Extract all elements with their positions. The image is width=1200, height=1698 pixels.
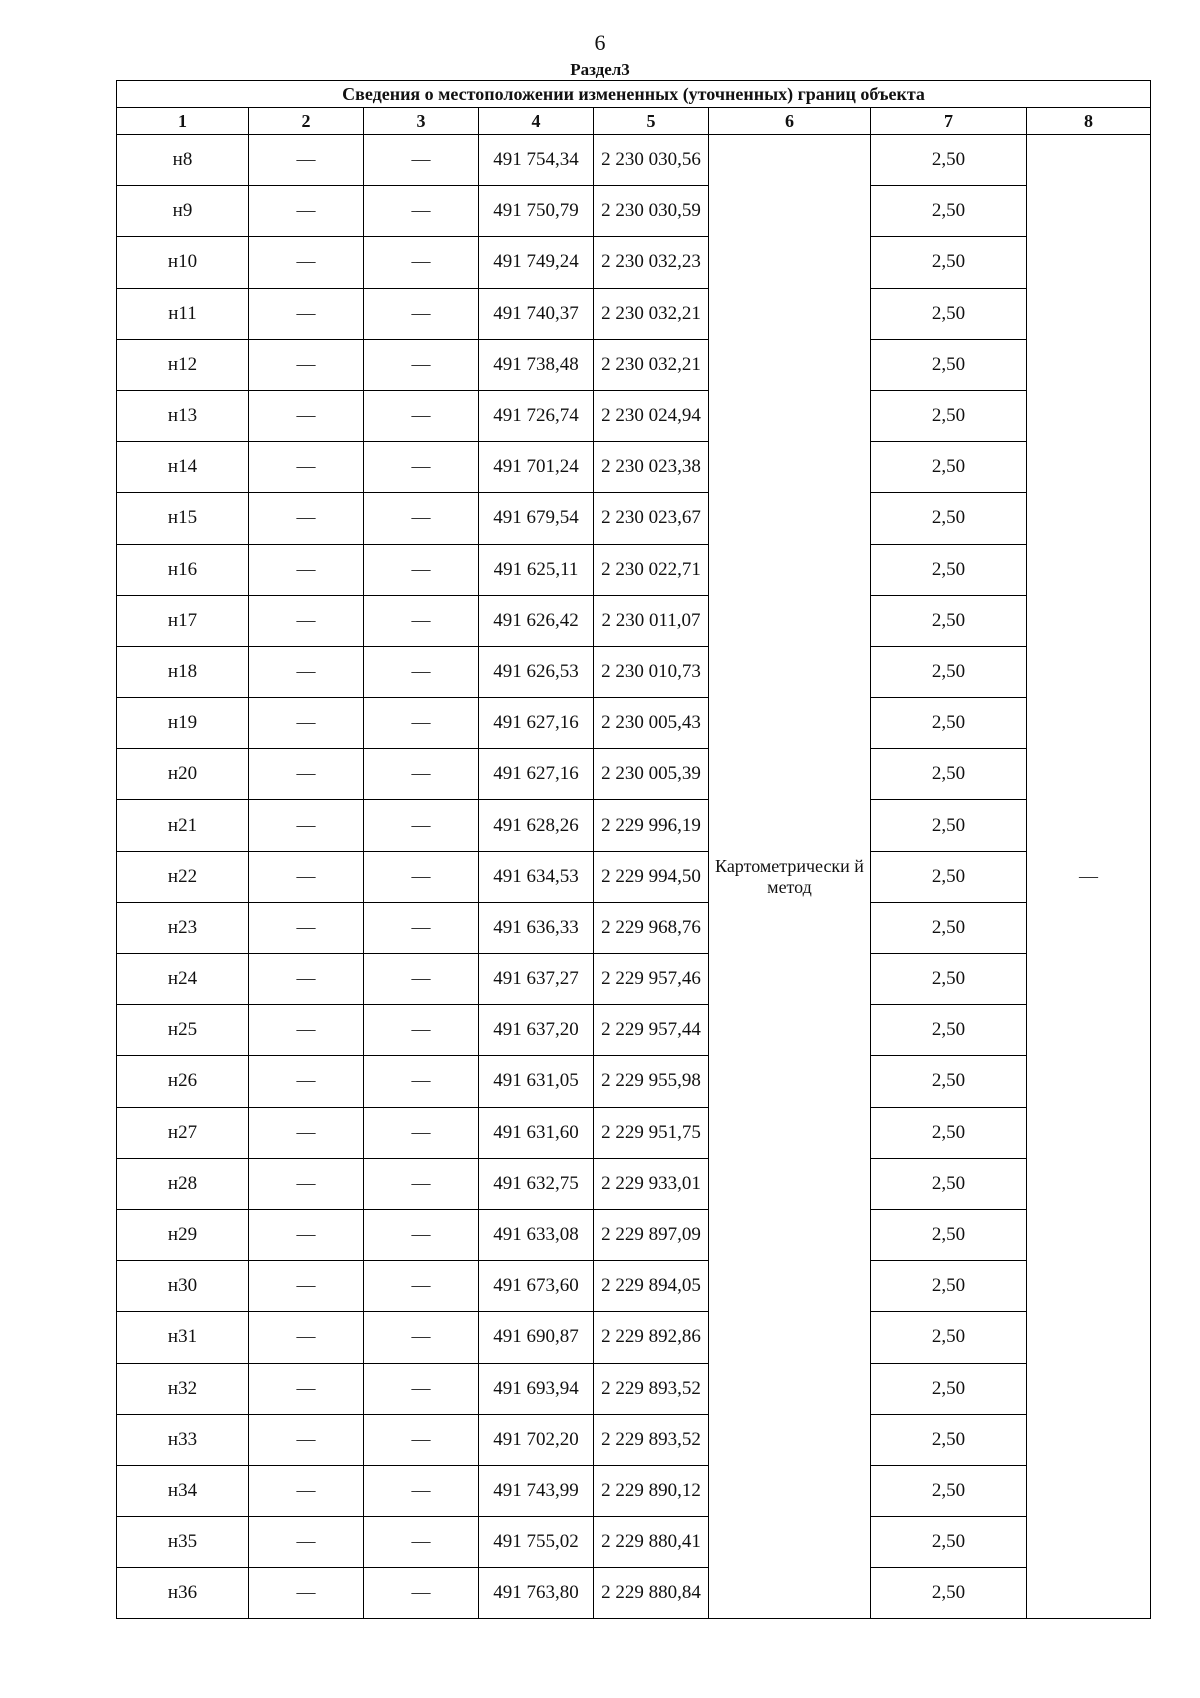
y-coordinate-cell: 2 230 032,21 [594, 339, 709, 390]
x-coordinate-cell: 491 679,54 [479, 493, 594, 544]
column-number: 1 [117, 108, 249, 135]
x-coordinate-cell: 491 738,48 [479, 339, 594, 390]
y-coordinate-cell: 2 229 955,98 [594, 1056, 709, 1107]
column-2-cell: — [249, 749, 364, 800]
column-3-cell: — [364, 186, 479, 237]
precision-cell: 2,50 [871, 851, 1027, 902]
point-number-cell: н21 [117, 800, 249, 851]
table-row [117, 288, 1151, 339]
table-row [117, 339, 1151, 390]
column-3-cell: — [364, 1158, 479, 1209]
x-coordinate-cell: 491 627,16 [479, 749, 594, 800]
precision-cell: 2,50 [871, 1312, 1027, 1363]
method-text: Картометрически й метод [715, 855, 864, 897]
column-2-cell: — [249, 339, 364, 390]
y-coordinate-cell: 2 229 951,75 [594, 1107, 709, 1158]
column-2-cell: — [249, 1261, 364, 1312]
table-row [117, 1005, 1151, 1056]
precision-cell: 2,50 [871, 1005, 1027, 1056]
column-2-cell: — [249, 954, 364, 1005]
column-3-cell: — [364, 646, 479, 697]
y-coordinate-cell: 2 230 032,21 [594, 288, 709, 339]
y-coordinate-cell: 2 230 032,23 [594, 237, 709, 288]
precision-cell: 2,50 [871, 902, 1027, 953]
column-3-cell: — [364, 339, 479, 390]
x-coordinate-cell: 491 637,20 [479, 1005, 594, 1056]
column-number: 3 [364, 108, 479, 135]
precision-cell: 2,50 [871, 288, 1027, 339]
x-coordinate-cell: 491 625,11 [479, 544, 594, 595]
point-number-cell: н32 [117, 1363, 249, 1414]
x-coordinate-cell: 491 701,24 [479, 442, 594, 493]
x-coordinate-cell: 491 627,16 [479, 698, 594, 749]
table-row [117, 390, 1151, 441]
y-coordinate-cell: 2 229 957,46 [594, 954, 709, 1005]
point-number-cell: н31 [117, 1312, 249, 1363]
column-3-cell: — [364, 1056, 479, 1107]
point-number-cell: н10 [117, 237, 249, 288]
column-8-cell: — [1027, 135, 1151, 1619]
point-number-cell: н25 [117, 1005, 249, 1056]
x-coordinate-cell: 491 637,27 [479, 954, 594, 1005]
table-row [117, 1158, 1151, 1209]
x-coordinate-cell: 491 749,24 [479, 237, 594, 288]
point-number-cell: н14 [117, 442, 249, 493]
y-coordinate-cell: 2 230 024,94 [594, 390, 709, 441]
column-2-cell: — [249, 544, 364, 595]
y-coordinate-cell: 2 230 011,07 [594, 595, 709, 646]
point-number-cell: н34 [117, 1465, 249, 1516]
method-cell [709, 135, 871, 1619]
x-coordinate-cell: 491 754,34 [479, 135, 594, 186]
column-2-cell: — [249, 1056, 364, 1107]
column-2-cell: — [249, 186, 364, 237]
table-row [117, 1261, 1151, 1312]
y-coordinate-cell: 2 229 933,01 [594, 1158, 709, 1209]
column-3-cell: — [364, 800, 479, 851]
x-coordinate-cell: 491 673,60 [479, 1261, 594, 1312]
column-3-cell: — [364, 851, 479, 902]
column-2-cell: — [249, 1005, 364, 1056]
column-2-cell: — [249, 1312, 364, 1363]
x-coordinate-cell: 491 702,20 [479, 1414, 594, 1465]
column-2-cell: — [249, 442, 364, 493]
table-row [117, 544, 1151, 595]
precision-cell: 2,50 [871, 1107, 1027, 1158]
point-number-cell: н24 [117, 954, 249, 1005]
precision-cell: 2,50 [871, 442, 1027, 493]
table-row [117, 1414, 1151, 1465]
point-number-cell: н18 [117, 646, 249, 697]
precision-cell: 2,50 [871, 135, 1027, 186]
y-coordinate-cell: 2 229 892,86 [594, 1312, 709, 1363]
precision-cell: 2,50 [871, 493, 1027, 544]
point-number-cell: н27 [117, 1107, 249, 1158]
x-coordinate-cell: 491 726,74 [479, 390, 594, 441]
y-coordinate-cell: 2 230 030,59 [594, 186, 709, 237]
column-3-cell: — [364, 1568, 479, 1619]
point-number-cell: н9 [117, 186, 249, 237]
column-2-cell: — [249, 1568, 364, 1619]
column-3-cell: — [364, 954, 479, 1005]
table-row [117, 1517, 1151, 1568]
column-3-cell: — [364, 749, 479, 800]
table-row [117, 135, 1151, 186]
column-3-cell: — [364, 1465, 479, 1516]
precision-cell: 2,50 [871, 698, 1027, 749]
precision-cell: 2,50 [871, 595, 1027, 646]
column-number: 4 [479, 108, 594, 135]
precision-cell: 2,50 [871, 1465, 1027, 1516]
point-number-cell: н26 [117, 1056, 249, 1107]
column-2-cell: — [249, 902, 364, 953]
column-3-cell: — [364, 1005, 479, 1056]
x-coordinate-cell: 491 631,60 [479, 1107, 594, 1158]
column-number: 6 [709, 108, 871, 135]
point-number-cell: н35 [117, 1517, 249, 1568]
x-coordinate-cell: 491 740,37 [479, 288, 594, 339]
y-coordinate-cell: 2 229 968,76 [594, 902, 709, 953]
table-row [117, 954, 1151, 1005]
column-number-row [117, 108, 1151, 135]
point-number-cell: н17 [117, 595, 249, 646]
y-coordinate-cell: 2 229 996,19 [594, 800, 709, 851]
section-title: Раздел3 [570, 60, 630, 79]
y-coordinate-cell: 2 229 893,52 [594, 1414, 709, 1465]
point-number-cell: н22 [117, 851, 249, 902]
x-coordinate-cell: 491 631,05 [479, 1056, 594, 1107]
column-2-cell: — [249, 595, 364, 646]
y-coordinate-cell: 2 229 894,05 [594, 1261, 709, 1312]
table-row [117, 800, 1151, 851]
column-3-cell: — [364, 544, 479, 595]
column-3-cell: — [364, 595, 479, 646]
x-coordinate-cell: 491 634,53 [479, 851, 594, 902]
table-row [117, 902, 1151, 953]
column-2-cell: — [249, 237, 364, 288]
table-row [117, 1209, 1151, 1260]
x-coordinate-cell: 491 628,26 [479, 800, 594, 851]
point-number-cell: н23 [117, 902, 249, 953]
column-3-cell: — [364, 902, 479, 953]
precision-cell: 2,50 [871, 1056, 1027, 1107]
table-row [117, 1465, 1151, 1516]
column-2-cell: — [249, 1465, 364, 1516]
y-coordinate-cell: 2 230 030,56 [594, 135, 709, 186]
y-coordinate-cell: 2 230 005,43 [594, 698, 709, 749]
x-coordinate-cell: 491 636,33 [479, 902, 594, 953]
table-row [117, 493, 1151, 544]
column-2-cell: — [249, 1107, 364, 1158]
boundary-coordinates-table [116, 80, 1151, 1619]
table-row [117, 1312, 1151, 1363]
column-2-cell: — [249, 1414, 364, 1465]
table-row [117, 442, 1151, 493]
table-row [117, 698, 1151, 749]
point-number-cell: н12 [117, 339, 249, 390]
column-3-cell: — [364, 390, 479, 441]
point-number-cell: н15 [117, 493, 249, 544]
y-coordinate-cell: 2 230 023,38 [594, 442, 709, 493]
x-coordinate-cell: 491 755,02 [479, 1517, 594, 1568]
column-2-cell: — [249, 851, 364, 902]
column-2-cell: — [249, 135, 364, 186]
table-row [117, 237, 1151, 288]
precision-cell: 2,50 [871, 646, 1027, 697]
column-2-cell: — [249, 1209, 364, 1260]
column-3-cell: — [364, 442, 479, 493]
precision-cell: 2,50 [871, 800, 1027, 851]
point-number-cell: н19 [117, 698, 249, 749]
point-number-cell: н20 [117, 749, 249, 800]
x-coordinate-cell: 491 743,99 [479, 1465, 594, 1516]
y-coordinate-cell: 2 229 897,09 [594, 1209, 709, 1260]
table-row [117, 1363, 1151, 1414]
table-row [117, 646, 1151, 697]
precision-cell: 2,50 [871, 1261, 1027, 1312]
table-caption: Сведения о местоположении измененных (уточненных) границ объекта [117, 81, 1151, 108]
x-coordinate-cell: 491 750,79 [479, 186, 594, 237]
precision-cell: 2,50 [871, 390, 1027, 441]
column-number: 5 [594, 108, 709, 135]
x-coordinate-cell: 491 693,94 [479, 1363, 594, 1414]
point-number-cell: н36 [117, 1568, 249, 1619]
table-row [117, 595, 1151, 646]
page-number: 6 [594, 30, 606, 55]
column-3-cell: — [364, 1517, 479, 1568]
column-2-cell: — [249, 1158, 364, 1209]
point-number-cell: н30 [117, 1261, 249, 1312]
column-3-cell: — [364, 1312, 479, 1363]
column-2-cell: — [249, 288, 364, 339]
table-body [117, 135, 1151, 1619]
precision-cell: 2,50 [871, 1568, 1027, 1619]
table-row [117, 749, 1151, 800]
column-number: 8 [1027, 108, 1151, 135]
y-coordinate-cell: 2 229 880,84 [594, 1568, 709, 1619]
point-number-cell: н28 [117, 1158, 249, 1209]
column-2-cell: — [249, 646, 364, 697]
x-coordinate-cell: 491 633,08 [479, 1209, 594, 1260]
point-number-cell: н13 [117, 390, 249, 441]
y-coordinate-cell: 2 229 893,52 [594, 1363, 709, 1414]
precision-cell: 2,50 [871, 1363, 1027, 1414]
table-row [117, 1056, 1151, 1107]
column-3-cell: — [364, 1261, 479, 1312]
x-coordinate-cell: 491 626,42 [479, 595, 594, 646]
column-3-cell: — [364, 1107, 479, 1158]
point-number-cell: н11 [117, 288, 249, 339]
column-number: 7 [871, 108, 1027, 135]
column-2-cell: — [249, 493, 364, 544]
point-number-cell: н8 [117, 135, 249, 186]
table-row [117, 1568, 1151, 1619]
column-2-cell: — [249, 1517, 364, 1568]
precision-cell: 2,50 [871, 339, 1027, 390]
y-coordinate-cell: 2 230 010,73 [594, 646, 709, 697]
column-2-cell: — [249, 1363, 364, 1414]
table-row [117, 1107, 1151, 1158]
precision-cell: 2,50 [871, 544, 1027, 595]
column-3-cell: — [364, 135, 479, 186]
precision-cell: 2,50 [871, 1517, 1027, 1568]
precision-cell: 2,50 [871, 749, 1027, 800]
y-coordinate-cell: 2 230 023,67 [594, 493, 709, 544]
table-row [117, 851, 1151, 902]
precision-cell: 2,50 [871, 186, 1027, 237]
precision-cell: 2,50 [871, 1414, 1027, 1465]
column-3-cell: — [364, 493, 479, 544]
precision-cell: 2,50 [871, 954, 1027, 1005]
column-3-cell: — [364, 288, 479, 339]
column-3-cell: — [364, 237, 479, 288]
x-coordinate-cell: 491 690,87 [479, 1312, 594, 1363]
column-2-cell: — [249, 698, 364, 749]
y-coordinate-cell: 2 229 890,12 [594, 1465, 709, 1516]
column-3-cell: — [364, 1363, 479, 1414]
y-coordinate-cell: 2 229 957,44 [594, 1005, 709, 1056]
point-number-cell: н33 [117, 1414, 249, 1465]
column-3-cell: — [364, 698, 479, 749]
x-coordinate-cell: 491 763,80 [479, 1568, 594, 1619]
table-row [117, 186, 1151, 237]
x-coordinate-cell: 491 632,75 [479, 1158, 594, 1209]
y-coordinate-cell: 2 230 022,71 [594, 544, 709, 595]
y-coordinate-cell: 2 230 005,39 [594, 749, 709, 800]
y-coordinate-cell: 2 229 880,41 [594, 1517, 709, 1568]
column-3-cell: — [364, 1414, 479, 1465]
column-2-cell: — [249, 390, 364, 441]
precision-cell: 2,50 [871, 1158, 1027, 1209]
column-number: 2 [249, 108, 364, 135]
point-number-cell: н29 [117, 1209, 249, 1260]
precision-cell: 2,50 [871, 237, 1027, 288]
precision-cell: 2,50 [871, 1209, 1027, 1260]
column-2-cell: — [249, 800, 364, 851]
y-coordinate-cell: 2 229 994,50 [594, 851, 709, 902]
x-coordinate-cell: 491 626,53 [479, 646, 594, 697]
column-3-cell: — [364, 1209, 479, 1260]
point-number-cell: н16 [117, 544, 249, 595]
